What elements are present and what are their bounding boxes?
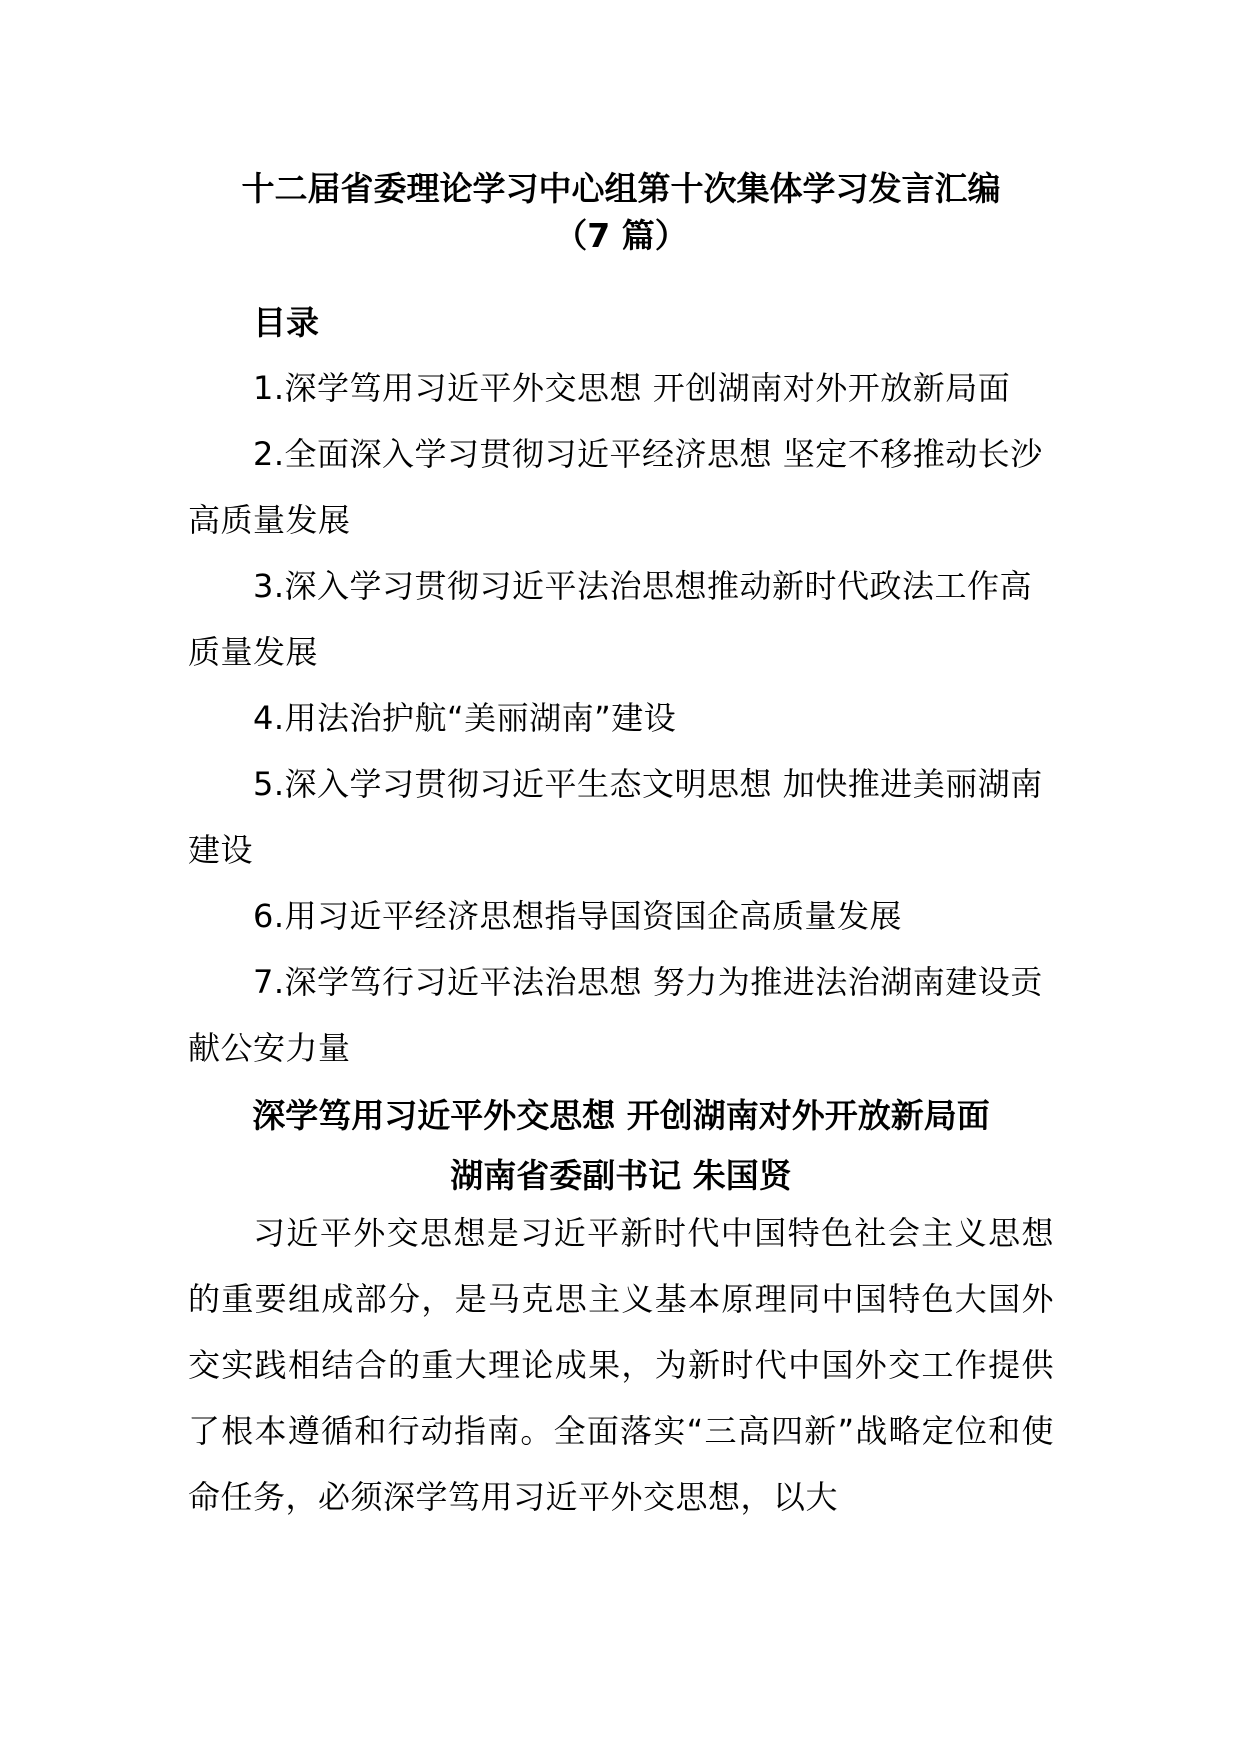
toc-item: 2.全面深入学习贯彻习近平经济思想 坚定不移推动长沙高质量发展 <box>188 435 1043 539</box>
toc-item: 1.深学笃用习近平外交思想 开创湖南对外开放新局面 <box>253 369 1011 407</box>
toc-heading: 目录 <box>253 303 319 342</box>
article-author: 湖南省委副书记 朱国贤 <box>450 1156 792 1195</box>
table-of-contents <box>188 355 1054 1081</box>
toc-item: 6.用习近平经济思想指导国资国企高质量发展 <box>253 897 903 935</box>
article-title: 深学笃用习近平外交思想 开创湖南对外开放新局面 <box>252 1096 990 1135</box>
document-subtitle: （7 篇） <box>554 216 688 255</box>
toc-item: 7.深学笃行习近平法治思想 努力为推进法治湖南建设贡献公安力量 <box>188 963 1043 1067</box>
toc-item: 4.用法治护航“美丽湖南”建设 <box>253 699 677 737</box>
toc-item: 3.深入学习贯彻习近平法治思想推动新时代政法工作高质量发展 <box>188 567 1033 671</box>
toc-item: 5.深入学习贯彻习近平生态文明思想 加快推进美丽湖南建设 <box>188 765 1043 869</box>
article-paragraph: 习近平外交思想是习近平新时代中国特色社会主义思想的重要组成部分，是马克思主义基本原理同中国特色大国外交实践相结合的重大理论成果，为新时代中国外交工作提供了根本遵循和行动指南。全面落实“三高四新”战略定位和使命任务，必须深学笃用习近平外交思想，以大 <box>188 1214 1054 1516</box>
document-title: 十二届省委理论学习中心组第十次集体学习发言汇编 <box>241 169 1001 208</box>
